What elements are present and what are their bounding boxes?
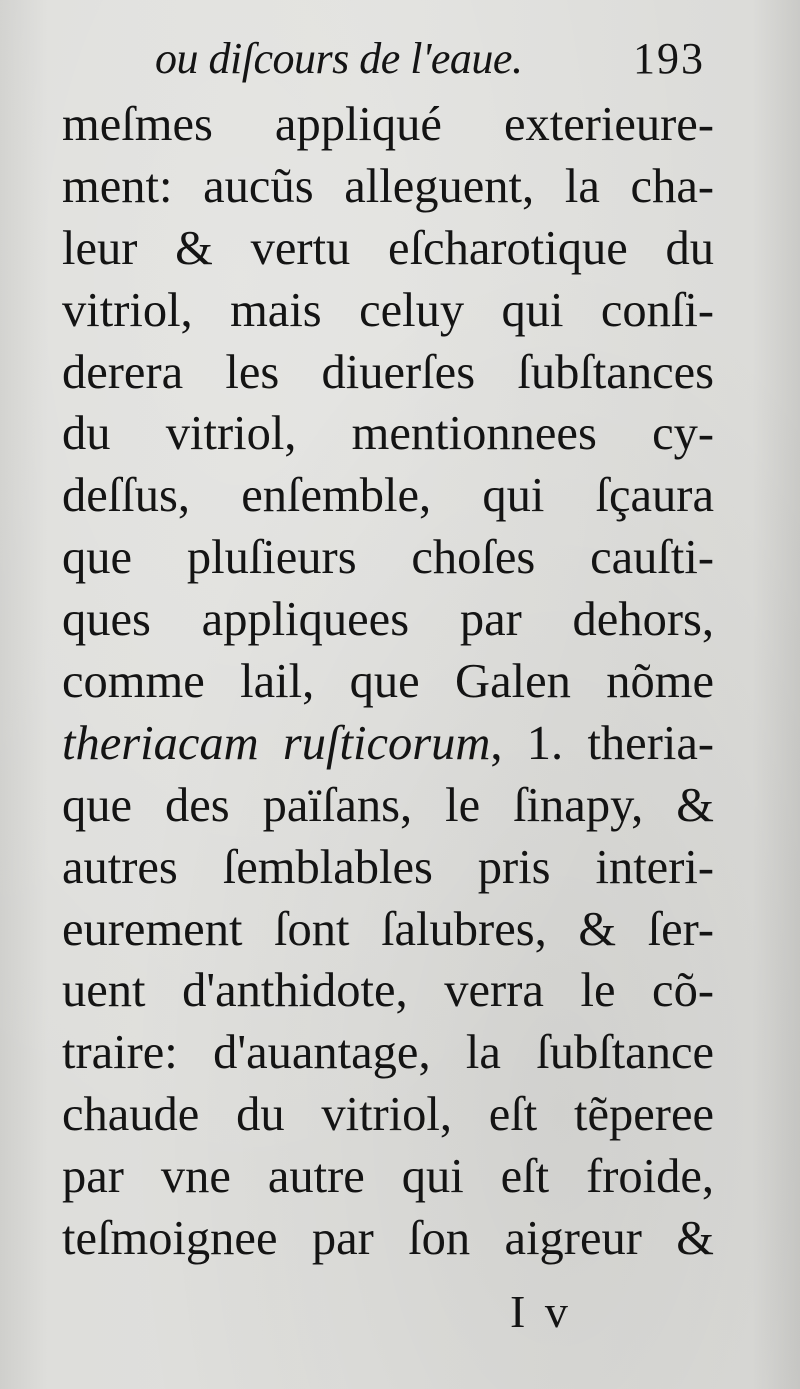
page-number: 193 <box>633 34 705 83</box>
text-line: deſſus, enſemble, qui ſçaura <box>62 469 714 523</box>
italic-latin-phrase: theriacam ruſticorum <box>62 716 491 770</box>
text-line: ques appliquees par dehors, <box>62 593 714 647</box>
page-header <box>155 30 705 88</box>
text-line: eurement ſont ſalubres, & ſer- <box>62 902 714 956</box>
text-line: chaude du vitriol, eſt tẽperee <box>62 1088 714 1142</box>
text-line: ment: aucũs alleguent, la cha- <box>62 159 714 213</box>
signature-mark: I v <box>510 1286 572 1337</box>
text-line: derera les diuerſes ſubſtances <box>62 345 714 399</box>
text-line: leur & vertu eſcharotique du <box>62 221 714 275</box>
text-line: comme lail, que Galen nõme <box>62 655 714 709</box>
running-title: ou diſcours de l'eaue. <box>155 34 523 83</box>
text-line: traire: d'auantage, la ſubſtance <box>62 1026 714 1080</box>
text-line: par vne autre qui eſt froide, <box>62 1150 714 1204</box>
text-line: que pluſieurs choſes cauſti- <box>62 531 714 585</box>
italic-line-remainder: , 1. theria- <box>490 716 714 770</box>
text-line: uent d'anthidote, verra le cõ- <box>62 964 714 1018</box>
text-line: que des païſans, le ſinapy, & <box>62 778 714 832</box>
text-line: meſmes appliqué exterieure- <box>62 98 714 151</box>
text-line-italic-lead <box>62 713 714 775</box>
body-text <box>62 94 714 1270</box>
text-line: du vitriol, mentionnees cy- <box>62 407 714 461</box>
text-line: autres ſemblables pris interi- <box>62 840 714 894</box>
text-line: teſmoignee par ſon aigreur & <box>62 1212 714 1266</box>
text-line: vitriol, mais celuy qui conſi- <box>62 283 714 337</box>
